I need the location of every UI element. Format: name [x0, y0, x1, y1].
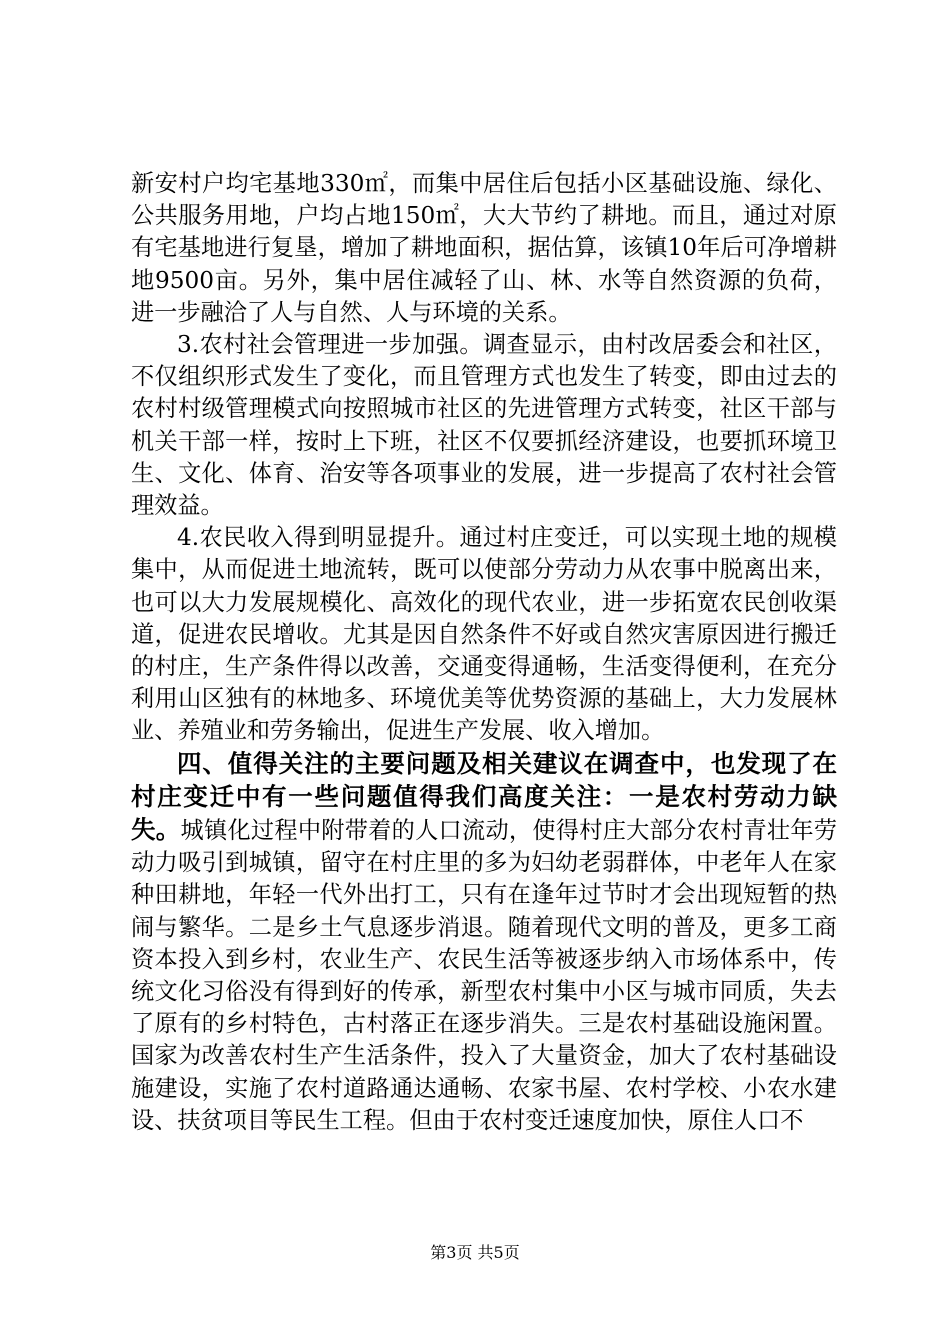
page-footer: 第3页 共5页 — [430, 1243, 520, 1262]
section-4-body: 城镇化过程中附带着的人口流动，使得村庄大部分农村青壮年劳动力吸引到城镇，留守在村庄里的多为妇幼老弱群体，中老年人在家种田耕地，年轻一代外出打工，只有在逢年过节时才会出现短暂的热闹与繁华。二是乡土气息逐步消退。随着现代文明的普及，更多工商资本投入到乡村，农业生产、农民生活等被逐步纳入市场体系中，传统文化习俗没有得到好的传承，新型农村集中小区与城市同质，失去了原有的乡村特色，古村落正在逐步消失。三是农村基础设施闲置。国家为改善农村生产生活条件，投入了大量资金，加大了农村基础设施建设，实施了农村道路通达通畅、农家书屋、农村学校、小农水建设、扶贫项目等民生工程。但由于农村变迁速度加快，原住人口不 — [131, 817, 838, 1134]
paragraph-3: 3.农村社会管理进一步加强。调查显示，由村改居委会和社区，不仅组织形式发生了变化，而且管理方式也发生了转变，即由过去的农村村级管理模式向按照城市社区的先进管理方式转变，社区干部与机关干部一样，按时上下班，社区不仅要抓经济建设，也要抓环境卫生、文化、体育、治安等各项事业的发展，进一步提高了农村社会管理效益。 — [131, 331, 837, 520]
section-4-heading: 四、值得关注的主要问题及相关建议在调查中，也发现了在村庄变迁中有一些问题值得我们高度关注：一是农村劳动力缺失。 — [131, 748, 837, 845]
paragraph-section-4 — [131, 748, 837, 1137]
paragraph-4: 4.农民收入得到明显提升。通过村庄变迁，可以实现土地的规模集中，从而促进土地流转，既可以使部分劳动力从农事中脱离出来，也可以大力发展规模化、高效化的现代农业，进一步拓宽农民创收渠道，促进农民增收。尤其是因自然条件不好或自然灾害原因进行搬迁的村庄，生产条件得以改善，交通变得通畅，生活变得便利，在充分利用山区独有的林地多、环境优美等优势资源的基础上，大力发展林业、养殖业和劳务输出，促进生产发展、收入增加。 — [131, 524, 837, 745]
document-body — [131, 168, 837, 1137]
paragraph-continued: 新安村户均宅基地330㎡，而集中居住后包括小区基础设施、绿化、公共服务用地，户均占地150㎡，大大节约了耕地。而且，通过对原有宅基地进行复垦，增加了耕地面积，据估算，该镇10年后可净增耕地9500亩。另外，集中居住减轻了山、林、水等自然资源的负荷，进一步融洽了人与自然、人与环境的关系。 — [131, 170, 837, 326]
